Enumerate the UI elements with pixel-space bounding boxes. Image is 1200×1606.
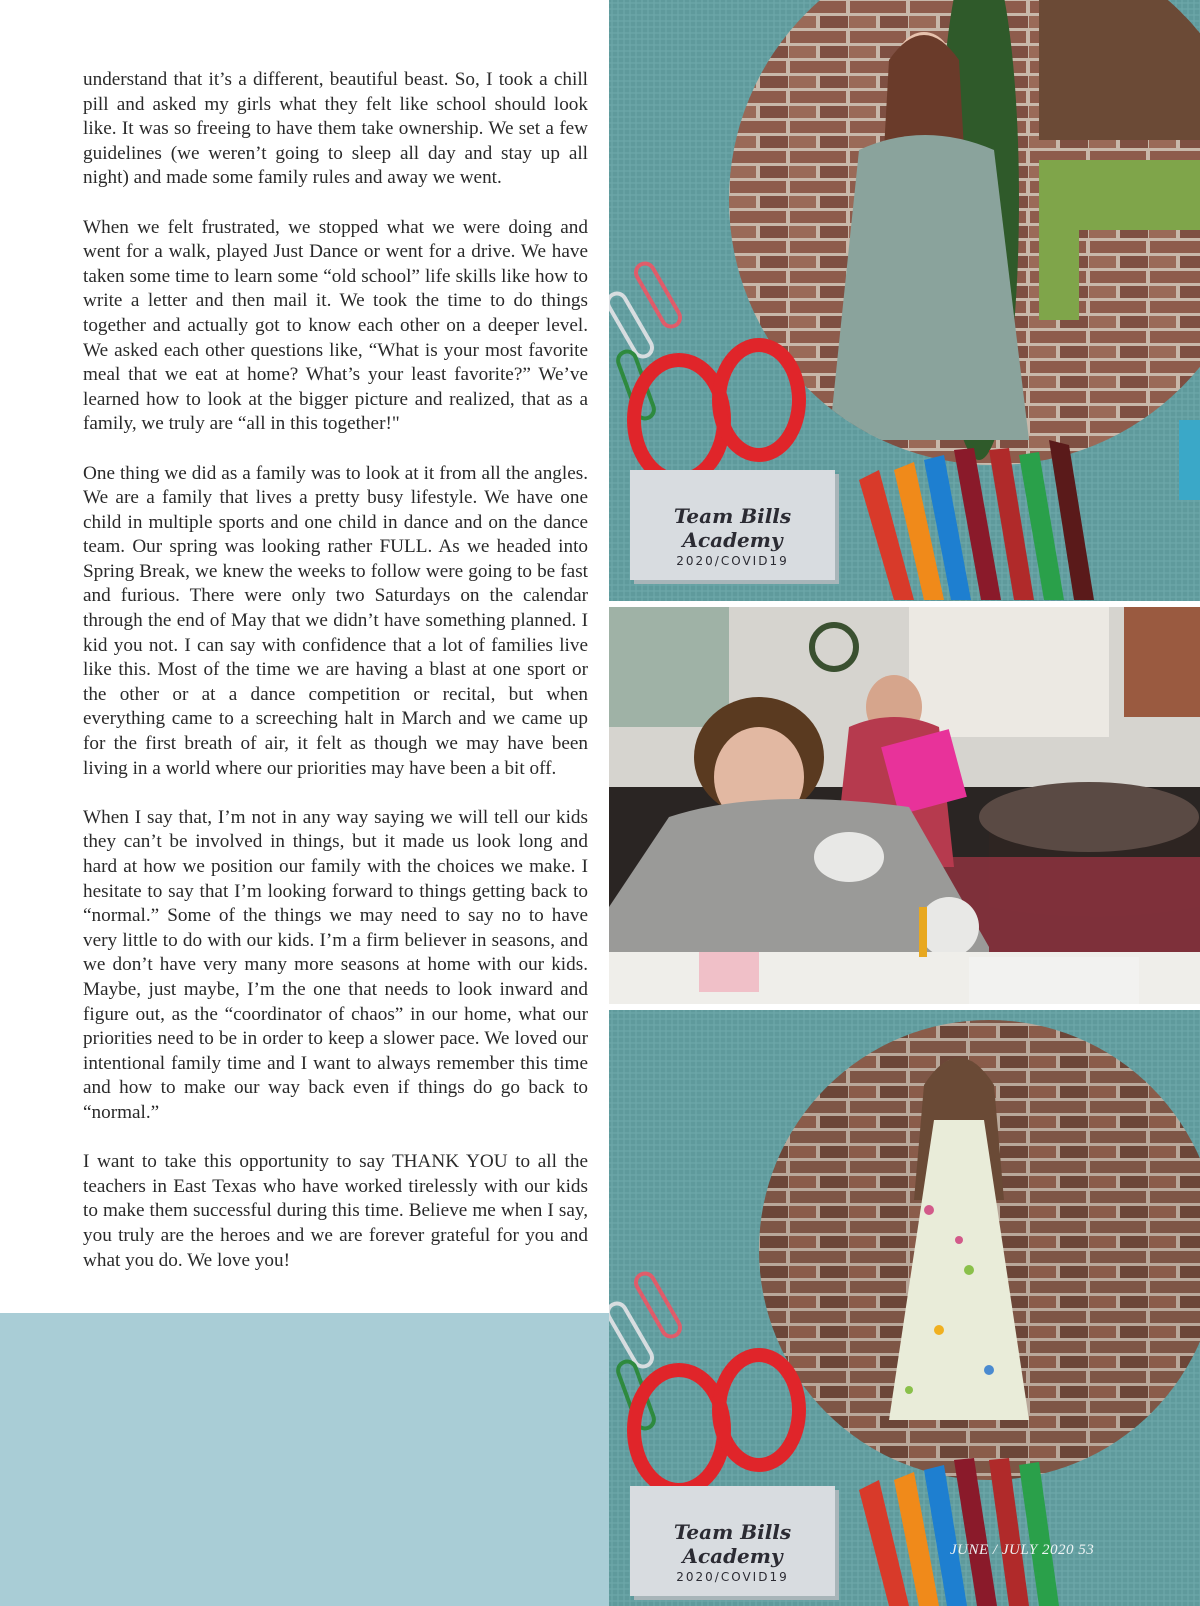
sign-caption: 2020/COVID19 [676,1570,789,1584]
sign-caption: 2020/COVID19 [676,554,789,568]
sign-card [630,1486,835,1596]
accent-color-block [0,1313,610,1606]
sign-script-text: Team Bills Academy [673,1520,792,1568]
sign-script-text: Team Bills Academy [673,504,792,552]
photo-kids-studying [609,607,1200,1004]
article-paragraph: understand that it’s a different, beautiful beast. So, I took a chill pill and asked my girls what they felt like school should look like. It was so freeing to have them take ownership. We set a few guidelines (we weren’t going to sleep all day and stay up all night) and made some family rules and away we went. [83,69,588,189]
page-folio: JUNE / JULY 2020 53 [950,1542,1095,1558]
article-paragraph: When we felt frustrated, we stopped what we were doing and went for a walk, played Just Dance or went for a drive. We have taken some time to learn some “old school” life skills like how to write a letter and then mail it. We took the time to do things together and actually got to know each other on a deeper level. We asked each other questions like, “What is your most favorite meal that we eat at home? What’s your least favorite?” We’ve learned how to look at the bigger picture and realized, that as a family, we truly are “all in this together!" [83,216,588,435]
article-body [83,68,588,1298]
article-paragraph: One thing we did as a family was to look at it from all the angles. We are a family that lives a pretty busy lifestyle. We have one child in multiple sports and one child in dance and on the dance team. Our spring was looking rather FULL. As we headed into Spring Break, we knew the weeks to follow were going to be fast and furious. There were only two Saturdays on the calendar through the end of May that we didn’t have something planned. I kid you not. I can say with confidence that a lot of families live like this. Most of the time we are having a blast at one sport or the other or at a dance competition or recital, but when everything came to a screeching halt in March and we came up for the first breath of air, it felt as though we may have been living in a world where our priorities may have been a bit off. [83,462,588,779]
article-paragraph: When I say that, I’m not in any way saying we will tell our kids they can’t be involved in things, but it made us look long and hard at how we position our family with the choices we make. I hesitate to say that I’m looking forward to things getting back to “normal.” Some of the things we may need to say no to have very little to do with our kids. I’m a firm believer in seasons, and we don’t have very many more seasons at home with our kids. Maybe, just maybe, I’m the one that needs to look inward and figure out, as the “coordinator of chaos” in our home, what our priorities need to be in order to keep a slower pace. We loved our intentional family time and I want to always remember this time and how to make our way back even if things do go back to “normal.” [83,806,588,1123]
sign-card [630,470,835,580]
article-paragraph: I want to take this opportunity to say THANK YOU to all the teachers in East Texas who have worked tirelessly with our kids to make them successful during this time. Believe me when I say, you truly are the heroes and we are forever grateful for you and what you do. We love you! [83,1151,588,1271]
binder-clip-icon [1179,420,1200,500]
